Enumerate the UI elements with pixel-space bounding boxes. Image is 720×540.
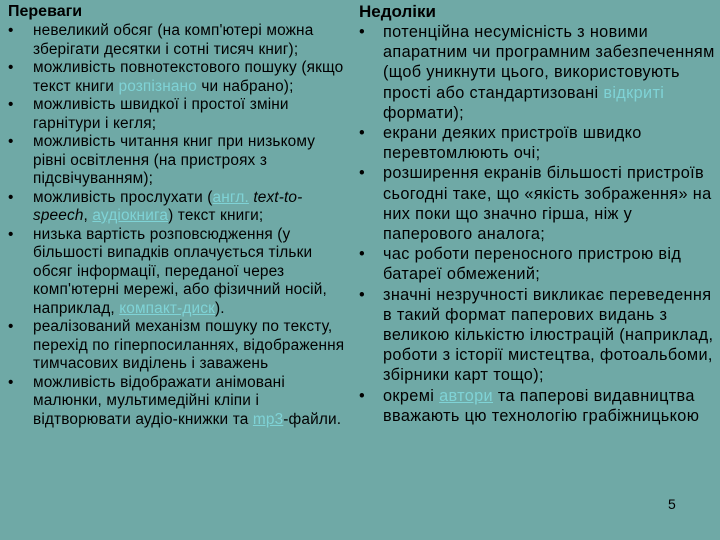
bullet-icon: •: [359, 245, 366, 264]
bullet-icon: •: [8, 188, 14, 206]
list-item: • екрани деяких пристроїв швидко перевтомлюють очі;: [359, 124, 642, 163]
bullet-icon: •: [359, 386, 366, 405]
advantages-heading: Переваги: [8, 3, 83, 20]
list-item: • значні незручності викликає переведення в такий формат паперових видань з великою кількістю ілюстрацій (наприклад, роботи з історії мистецтва, фотоальбоми, збірники карт тощо);: [359, 285, 714, 385]
list-item: • можливість повнотекстового пошуку (якщо текст книги розпізнано чи набрано);: [8, 59, 344, 95]
bullet-icon: •: [8, 59, 14, 76]
bullet-icon: •: [359, 124, 366, 143]
list-item: • окремі автори та паперові видавництва вважають цю технологію грабіжницькою: [359, 386, 700, 425]
advantages-column: [8, 0, 348, 429]
link-mp3[interactable]: mp3: [252, 410, 284, 428]
bullet-icon: •: [8, 373, 14, 391]
link-open-formats[interactable]: відкриті: [603, 83, 665, 102]
list-item: • невеликий обсяг (на комп'ютері можна зберігати десятки і сотні тисяч книг);: [8, 22, 314, 58]
list-item: • розширення екранів більшості пристроїв сьогодні таке, що «якість зображення» на них поки що значно гірша, ніж у паперового аналога;: [359, 164, 712, 244]
bullet-icon: •: [8, 22, 14, 39]
disadvantages-column: [356, 0, 716, 426]
advantages-list: [8, 22, 348, 429]
link-english[interactable]: англ.: [212, 188, 249, 206]
list-item: • реалізований механізм пошуку по тексту, перехід по гіперпосиланнях, відображення тимчасових виділень і заважень: [8, 318, 345, 372]
list-item: • час роботи переносного пристрою від батареї обмежений;: [359, 245, 682, 284]
list-item: • можливість швидкої і простої зміни гарнітури і кегля;: [8, 96, 289, 132]
bullet-icon: •: [359, 285, 366, 304]
list-item: • низька вартість розповсюдження (у більшості випадків оплачується тільки обсяг інформації, переданої через комп'ютерні мережі, або фізичний носій, наприклад, компакт-диск).: [8, 225, 327, 317]
list-item: • можливість прослухати (англ. text-to-speech, аудіокнига) текст книги;: [8, 188, 303, 224]
list-item: • можливість відображати анімовані малюнки, мультимедійні кліпи і відтворювати аудіо-книжки та mp3-файли.: [8, 373, 342, 428]
bullet-icon: •: [359, 23, 366, 41]
bullet-icon: •: [8, 96, 14, 113]
page-number: 5: [668, 496, 676, 512]
bullet-icon: •: [8, 225, 14, 243]
list-item: • потенційна несумісність з новими апаратним чи програмним забезпеченням (щоб уникнути цього, використовують прості або стандартизовані відкриті формати);: [359, 23, 715, 122]
link-compact-disc[interactable]: компакт-диск: [119, 299, 216, 317]
link-audiobook[interactable]: аудіокнига: [92, 207, 169, 224]
link-authors[interactable]: автори: [439, 386, 494, 405]
disadvantages-heading: Недоліки: [359, 2, 436, 21]
list-item: • можливість читання книг при низькому рівні освітлення (на пристроях з підсвічуванням);: [8, 133, 316, 187]
bullet-icon: •: [359, 164, 366, 183]
link-recognized[interactable]: розпізнано: [118, 77, 197, 95]
bullet-icon: •: [8, 318, 14, 335]
disadvantages-list: [356, 22, 716, 426]
bullet-icon: •: [8, 133, 14, 150]
